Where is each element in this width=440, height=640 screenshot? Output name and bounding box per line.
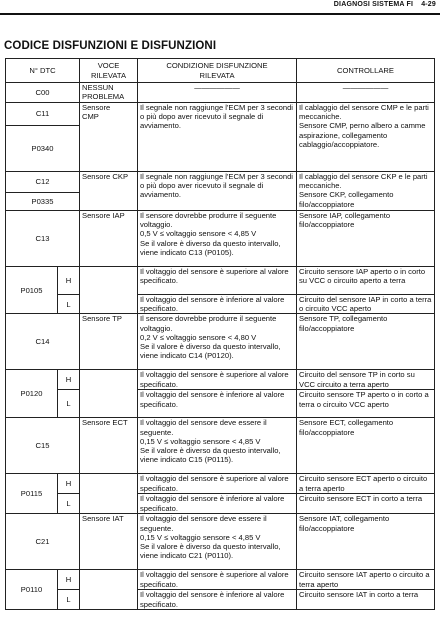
dtc-code: C14 <box>6 314 80 370</box>
high-check: Circuito sensore ECT aperto o circuito a terra aperto <box>297 474 435 494</box>
obd-code: P0110 <box>6 570 58 610</box>
dtc-table <box>5 58 435 610</box>
dtc-code: C00 <box>6 83 80 103</box>
high-label: H <box>58 570 80 590</box>
table-row <box>6 418 435 474</box>
header-rule <box>0 13 440 15</box>
table-row <box>6 295 435 314</box>
table-row <box>6 370 435 390</box>
obd-code: P0340 <box>6 126 80 172</box>
low-label: L <box>58 295 80 314</box>
col-header-item: VOCE RILEVATA <box>80 59 138 83</box>
detected-item: Sensore IAT <box>80 514 138 570</box>
condition-cell: —————— <box>138 83 297 103</box>
header-page-number: 4-29 <box>421 1 436 8</box>
high-label: H <box>58 370 80 390</box>
condition-cell: Il segnale non raggiunge l'ECM per 3 secondi o più dopo aver ricevuto il segnale di avviamento. <box>138 172 297 211</box>
dtc-code: C11 <box>6 103 80 126</box>
check-cell: Sensore IAP, collegamento filo/accoppiatore <box>297 211 435 267</box>
obd-code: P0120 <box>6 370 58 418</box>
blank-cell <box>80 267 138 314</box>
low-check: Circuito sensore ECT in corto a terra <box>297 494 435 514</box>
table-header-row <box>6 59 435 83</box>
high-check: Circuito del sensore TP in corto su VCC circuito a terra aperto <box>297 370 435 390</box>
detected-item: Sensore IAP <box>80 211 138 267</box>
high-condition: Il voltaggio del sensore è superiore al valore specificato. <box>138 570 297 590</box>
condition-cell: Il segnale non raggiunge l'ECM per 3 secondi o più dopo aver ricevuto il segnale di avviamento. <box>138 103 297 172</box>
high-check: Circuito sensore IAT aperto o circuito a terra aperto <box>297 570 435 590</box>
detected-item: Sensore TP <box>80 314 138 370</box>
check-cell: Sensore ECT, collegamento filo/accoppiatore <box>297 418 435 474</box>
table-row <box>6 474 435 494</box>
table-row <box>6 211 435 267</box>
low-condition: Il voltaggio del sensore è inferiore al valore specificato. <box>138 390 297 418</box>
low-label: L <box>58 390 80 418</box>
detected-item: NESSUN PROBLEMA <box>80 83 138 103</box>
col-header-dtc: N° DTC <box>6 59 80 83</box>
table-row <box>6 514 435 570</box>
dtc-code: C12 <box>6 172 80 193</box>
high-condition: Il voltaggio del sensore è superiore al valore specificato. <box>138 474 297 494</box>
col-header-check: CONTROLLARE <box>297 59 435 83</box>
low-condition: Il voltaggio del sensore è inferiore al valore specificato. <box>138 494 297 514</box>
check-cell: —————— <box>297 83 435 103</box>
obd-code: P0115 <box>6 474 58 514</box>
page-title: CODICE DISFUNZIONI E DISFUNZIONI <box>4 40 217 52</box>
table-row <box>6 314 435 370</box>
high-check: Circuito sensore IAP aperto o in corto su VCC o circuito aperto a terra <box>297 267 435 295</box>
blank-cell <box>80 474 138 514</box>
header-text <box>334 1 436 8</box>
detected-item: Sensore CMP <box>80 103 138 172</box>
detected-item: Sensore CKP <box>80 172 138 211</box>
check-cell: Il cablaggio del sensore CMP e le parti meccaniche. Sensore CMP, perno albero a camme aspirazione, collegamento cablaggio/accoppiatore. <box>297 103 435 172</box>
obd-code: P0105 <box>6 267 58 314</box>
detected-item: Sensore ECT <box>80 418 138 474</box>
condition-cell: Il voltaggio del sensore deve essere il seguente. 0,15 V ≤ voltaggio sensore < 4,85 V Se il valore è diverso da questo intervallo, viene indicato C15 (P0115). <box>138 418 297 474</box>
obd-code: P0335 <box>6 193 80 211</box>
table-row <box>6 172 435 193</box>
table-row <box>6 390 435 418</box>
blank-cell <box>80 370 138 418</box>
low-condition: Il voltaggio del sensore è inferiore al valore specificato. <box>138 590 297 610</box>
table-row <box>6 83 435 103</box>
low-label: L <box>58 494 80 514</box>
high-condition: Il voltaggio del sensore è superiore al valore specificato. <box>138 267 297 295</box>
low-check: Circuito sensore IAT in corto a terra <box>297 590 435 610</box>
low-label: L <box>58 590 80 610</box>
check-cell: Sensore TP, collegamento filo/accoppiatore <box>297 314 435 370</box>
high-label: H <box>58 267 80 295</box>
check-cell: Il cablaggio del sensore CKP e le parti meccaniche. Sensore CKP, collegamento filo/accoppiatore <box>297 172 435 211</box>
dtc-code: C13 <box>6 211 80 267</box>
low-check: Circuito sensore TP aperto o in corto a terra o circuito VCC aperto <box>297 390 435 418</box>
low-check: Circuito del sensore IAP in corto a terra o circuito VCC aperto <box>297 295 435 314</box>
table-row <box>6 570 435 590</box>
high-condition: Il voltaggio del sensore è superiore al valore specificato. <box>138 370 297 390</box>
table-row <box>6 267 435 295</box>
table-row <box>6 103 435 126</box>
check-cell: Sensore IAT, collegamento filo/accoppiatore <box>297 514 435 570</box>
table-row <box>6 494 435 514</box>
page-header <box>0 0 440 14</box>
high-label: H <box>58 474 80 494</box>
dtc-code: C15 <box>6 418 80 474</box>
dtc-code: C21 <box>6 514 80 570</box>
condition-cell: Il sensore dovrebbe produrre il seguente voltaggio. 0,5 V ≤ voltaggio sensore < 4,85 V Se il valore è diverso da questo intervallo, viene indicato C13 (P0105). <box>138 211 297 267</box>
blank-cell <box>80 570 138 610</box>
condition-cell: Il sensore dovrebbe produrre il seguente voltaggio. 0,2 V ≤ voltaggio sensore < 4,80 V Se il valore è diverso da questo intervallo, viene indicato C14 (P0120). <box>138 314 297 370</box>
col-header-condition: CONDIZIONE DISFUNZIONE RILEVATA <box>138 59 297 83</box>
table-row <box>6 590 435 610</box>
condition-cell: Il voltaggio del sensore deve essere il seguente. 0,15 V ≤ voltaggio sensore < 4,85 V Se il valore è diverso da questo intervallo, viene indicato C21 (P0110). <box>138 514 297 570</box>
header-section: DIAGNOSI SISTEMA FI <box>333 1 414 8</box>
low-condition: Il voltaggio del sensore è inferiore al valore specificato. <box>138 295 297 314</box>
